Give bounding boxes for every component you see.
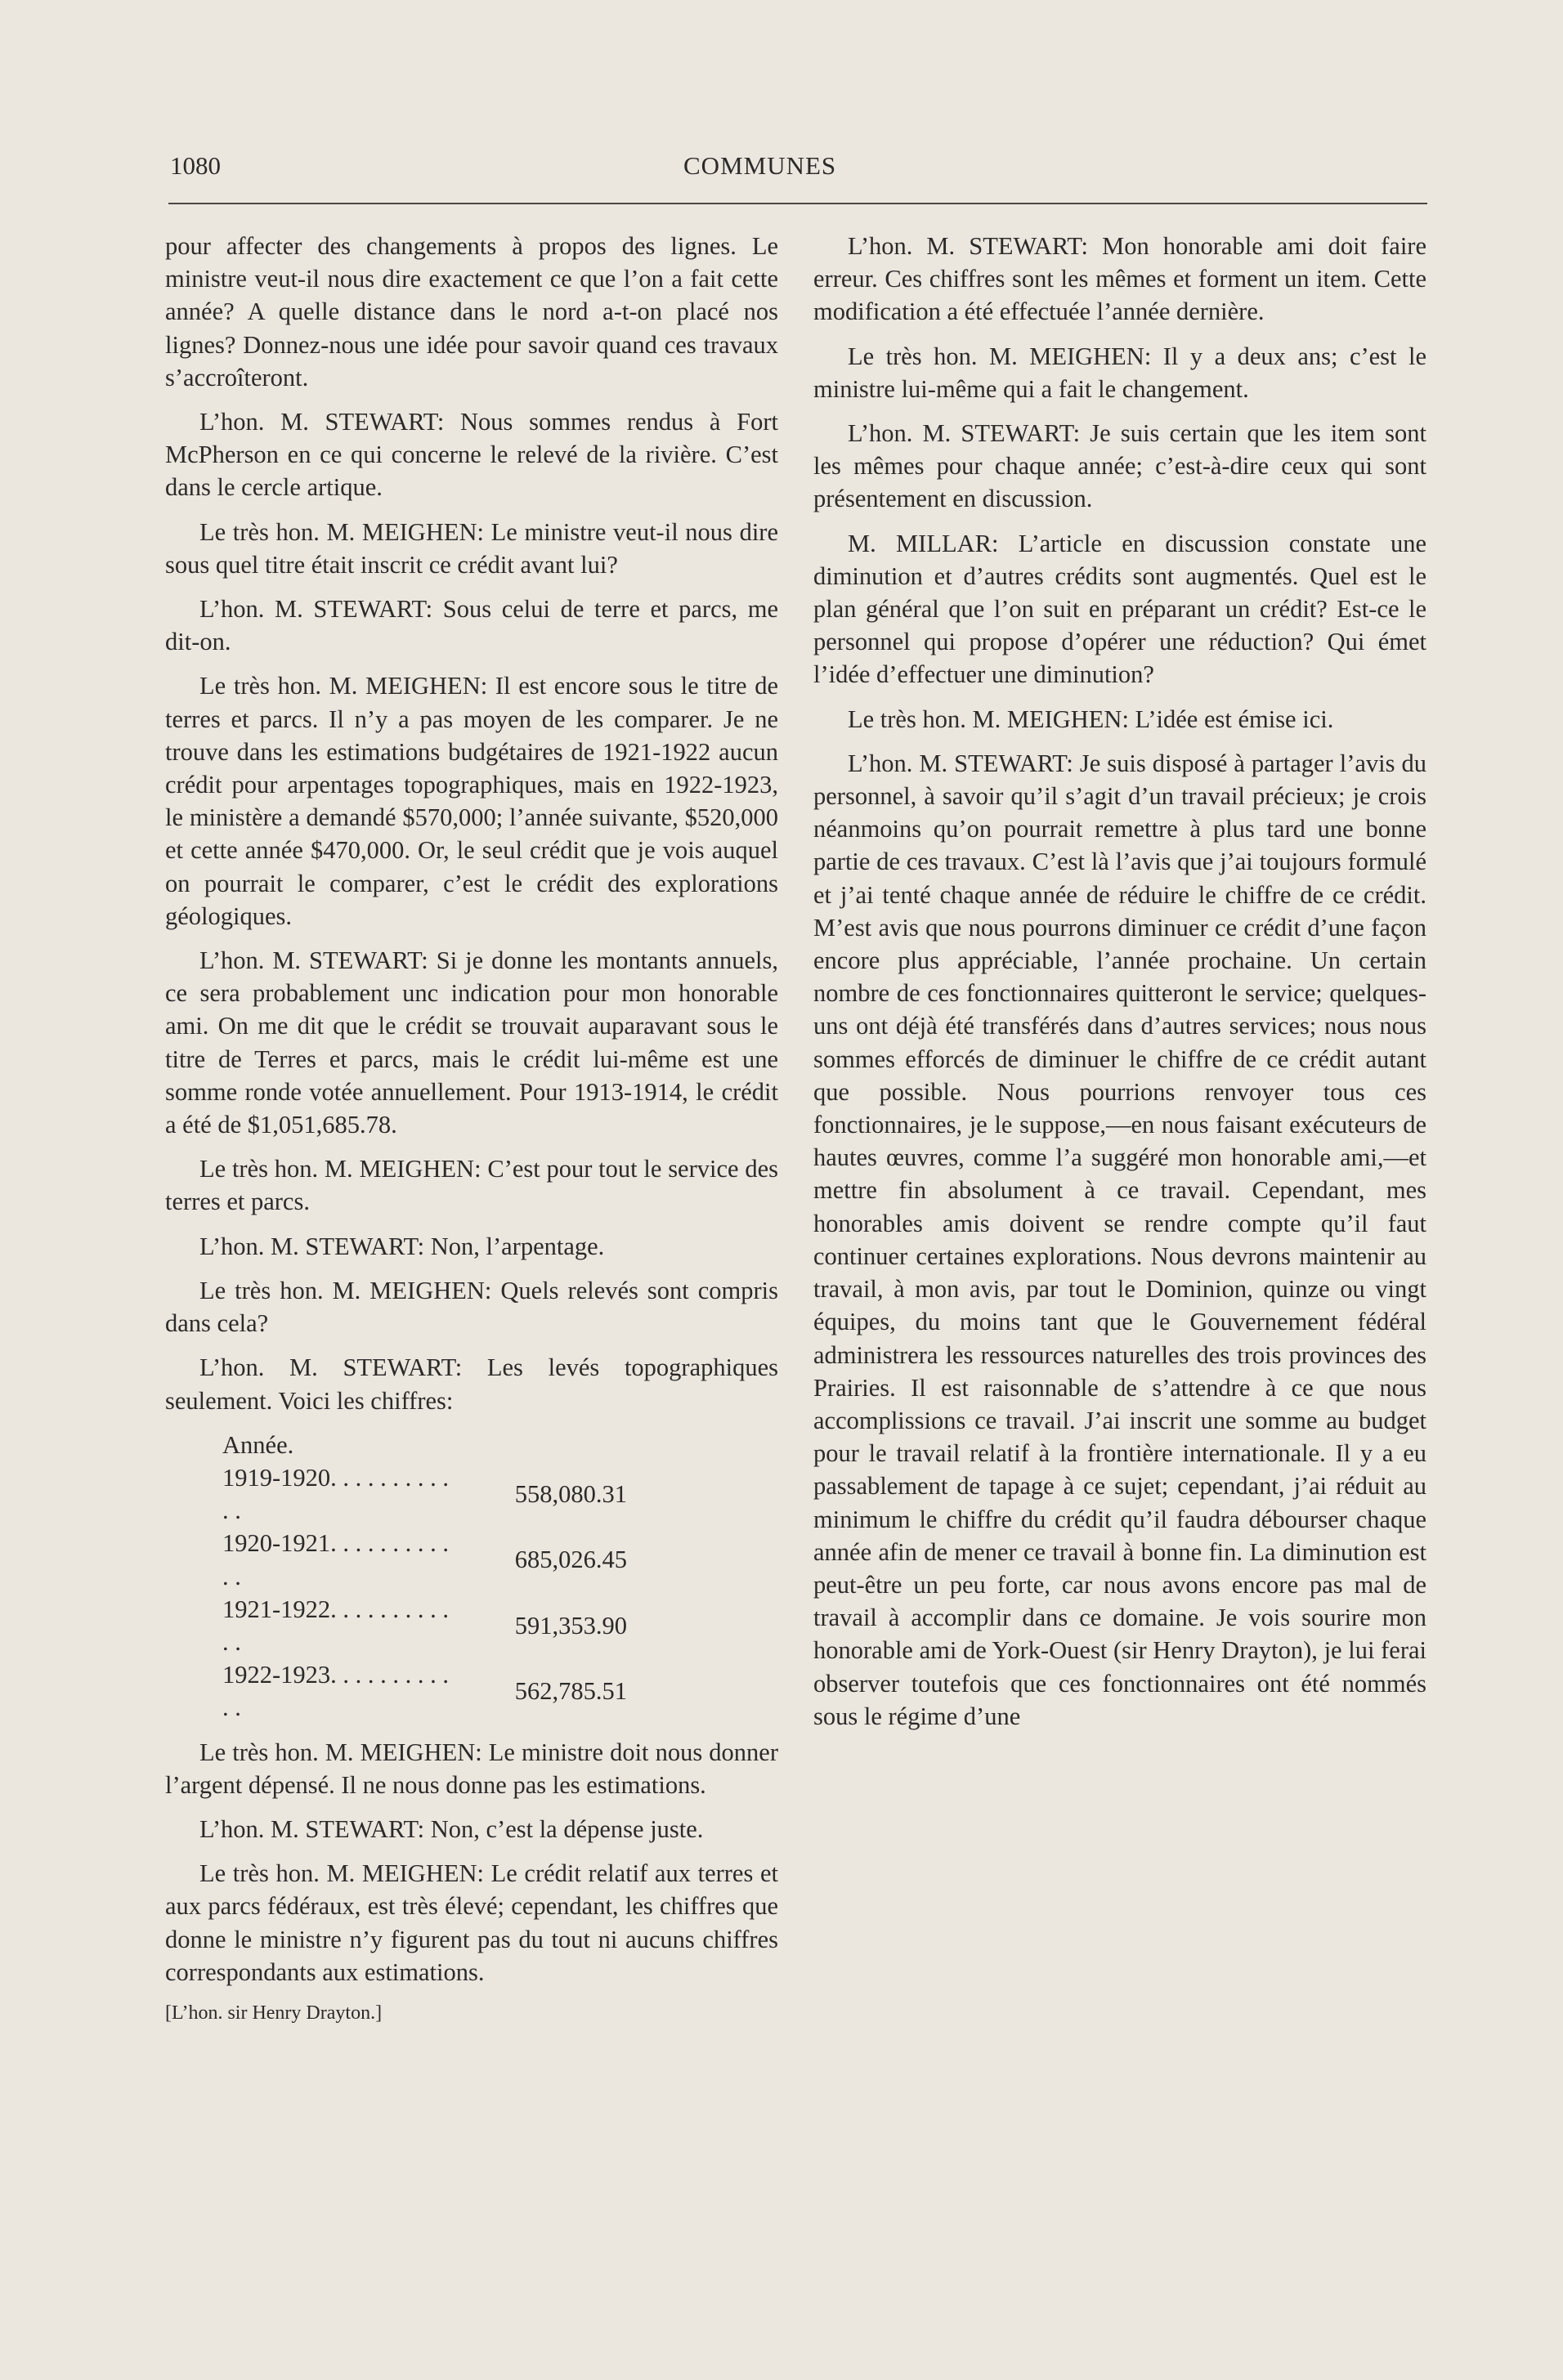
table-amount: 558,080.31 xyxy=(514,1480,627,1508)
paragraph: L’hon. M. STEWART: Je suis disposé à partager l’avis du personnel, à savoir qu’il s’agit d’un travail précieux; je crois néanmoins qu’on pourrait remettre à plus tard une bonne partie de ces travaux. C’est là l’avis que j’ai toujours formulé et j’ai tenté chaque année de réduire le chiffre de ce crédit. M’est avis que nous pourrons diminuer ce crédit d’une façon encore plus appréciable, l’année prochaine. Un certain nombre de ces fonctionnaires quitteront le service; quelques-uns ont déjà été transférés dans d’autres services; nous nous sommes efforcés de diminuer le chiffre de ce crédit autant que possible. Nous pourrions renvoyer tous ces fonctionnaires, je le suppose,—en nous faisant exécuteurs de hautes œuvres, comme l’a suggéré mon honorable ami,—et mettre fin absolument à ce travail. Cependant, mes honorables amis doivent se rendre compte qu’il faut continuer certaines explorations. Nous devrons maintenir au travail, à mon avis, par tout le Dominion, quinze ou vingt équipes, du moins tant que le Gouvernement fédéral administrera les ressources naturelles des trois provinces des Prairies. Il est raisonnable de s’attendre à ce que nous accomplissions ce travail. J’ai inscrit une somme au budget pour le travail relatif à la frontière internationale. Il y a eu passablement de tapage à ce sujet; cependant, j’ai réduit au minimum le chiffre du crédit qu’il faudra débourser chaque année afin de mener ce travail à bonne fin. La diminution est peut-être un peu forte, car nous avons encore pas mal de travail à accomplir dans ce domaine. Je vois sourire mon honorable ami de York-Ouest (sir Henry Drayton), je lui ferai observer toutefois que ces fonctionnaires ont été nommés sous le régime d’une xyxy=(813,749,1426,1730)
table-year: 1920-1921. . . . . . . . . . . . xyxy=(222,1529,450,1590)
table-heading-row xyxy=(222,1429,627,1461)
paragraph: L’hon. M. STEWART: Non, l’arpentage. xyxy=(199,1232,605,1260)
paragraph: Le très hon. M. MEIGHEN: L’idée est émise ici. xyxy=(848,705,1334,733)
paragraph: Le très hon. M. MEIGHEN: Le ministre doit nous donner l’argent dépensé. Il ne nous donne pas les estimations. xyxy=(165,1738,778,1799)
table-amount: 562,785.51 xyxy=(514,1677,627,1706)
table-row xyxy=(222,1527,627,1592)
running-head: COMMUNES xyxy=(683,151,837,180)
header-rule xyxy=(168,203,1427,204)
paragraph: Le très hon. M. MEIGHEN: Le ministre veut-il nous dire sous quel titre était inscrit ce crédit avant lui? xyxy=(165,517,778,579)
table-year: 1922-1923. . . . . . . . . . . . xyxy=(222,1661,450,1722)
page-number: 1080 xyxy=(170,151,221,180)
right-column xyxy=(813,230,1426,1744)
table-heading: Année. xyxy=(222,1430,294,1459)
table-year: 1921-1922. . . . . . . . . . . . xyxy=(222,1595,450,1656)
paragraph: Le très hon. M. MEIGHEN: Quels relevés sont compris dans cela? xyxy=(165,1276,778,1338)
paragraph: L’hon. M. STEWART: Nous sommes rendus à Fort McPherson en ce qui concerne le relevé de la rivière. C’est dans le cercle artique. xyxy=(165,408,778,502)
paragraph: L’hon. M. STEWART: Si je donne les montants annuels, ce sera probablement unc indication pour mon honorable ami. On me dit que le crédit se trouvait auparavant sous le titre de Terres et parcs, mais le crédit lui-même est une somme ronde votée annuellement. Pour 1913-1914, le crédit a été de $1,051,685.78. xyxy=(165,946,778,1139)
survey-figures-table xyxy=(222,1429,627,1725)
table-amount: 591,353.90 xyxy=(514,1611,627,1640)
paragraph: Le très hon. M. MEIGHEN: Il y a deux ans; c’est le ministre lui-même qui a fait le changement. xyxy=(813,342,1426,403)
paragraph: Le très hon. M. MEIGHEN: Il est encore sous le titre de terres et parcs. Il n’y a pas moyen de les comparer. Je ne trouve dans les estimations budgétaires de 1921-1922 aucun crédit pour arpentages topographiques, mais en 1922-1923, le ministère a demandé $570,000; l’année suivante, $520,000 et cette année $470,000. Or, le seul crédit que je vois auquel on pourrait le comparer, c’est le crédit des explorations géologiques. xyxy=(165,672,778,930)
paragraph: L’hon. M. STEWART: Sous celui de terre et parcs, me dit-on. xyxy=(165,595,778,656)
footnote: [L’hon. sir Henry Drayton.] xyxy=(165,2002,383,2024)
paragraph: L’hon. M. STEWART: Mon honorable ami doit faire erreur. Ces chiffres sont les mêmes et forment un item. Cette modification a été effectuée l’année dernière. xyxy=(813,232,1426,326)
left-column xyxy=(165,230,778,2038)
paragraph: pour affecter des changements à propos des lignes. Le ministre veut-il nous dire exactement ce que l’on a fait cette année? A quelle distance dans le nord a-t-on placé nos lignes? Donnez-nous une idée pour savoir quand ces travaux s’accroîteront. xyxy=(165,232,778,391)
table-amount: 685,026.45 xyxy=(514,1546,627,1574)
table-row xyxy=(222,1593,627,1658)
paragraph: L’hon. M. STEWART: Non, c’est la dépense juste. xyxy=(199,1814,704,1843)
table-row xyxy=(222,1658,627,1724)
table-year: 1919-1920. . . . . . . . . . . . xyxy=(222,1463,450,1525)
paragraph: L’hon. M. STEWART: Je suis certain que les item sont les mêmes pour chaque année; c’est-à-dire ceux qui sont présentement en discussion. xyxy=(813,419,1426,513)
paragraph: Le très hon. M. MEIGHEN: Le crédit relatif aux terres et aux parcs fédéraux, est très élevé; cependant, les chiffres que donne le ministre n’y figurent pas du tout ni aucuns chiffres correspondants aux estimations. xyxy=(165,1859,778,1986)
table-row xyxy=(222,1461,627,1527)
paragraph: L’hon. M. STEWART: Les levés topographiques seulement. Voici les chiffres: xyxy=(165,1353,778,1415)
paragraph: M. MILLAR: L’article en discussion constate une diminution et d’autres crédits sont augmentés. Quel est le plan général que l’on suit en préparant un crédit? Est-ce le personnel qui propose d’opérer une réduction? Qui émet l’idée d’effectuer une diminution? xyxy=(813,529,1426,689)
paragraph: Le très hon. M. MEIGHEN: C’est pour tout le service des terres et parcs. xyxy=(165,1155,778,1216)
